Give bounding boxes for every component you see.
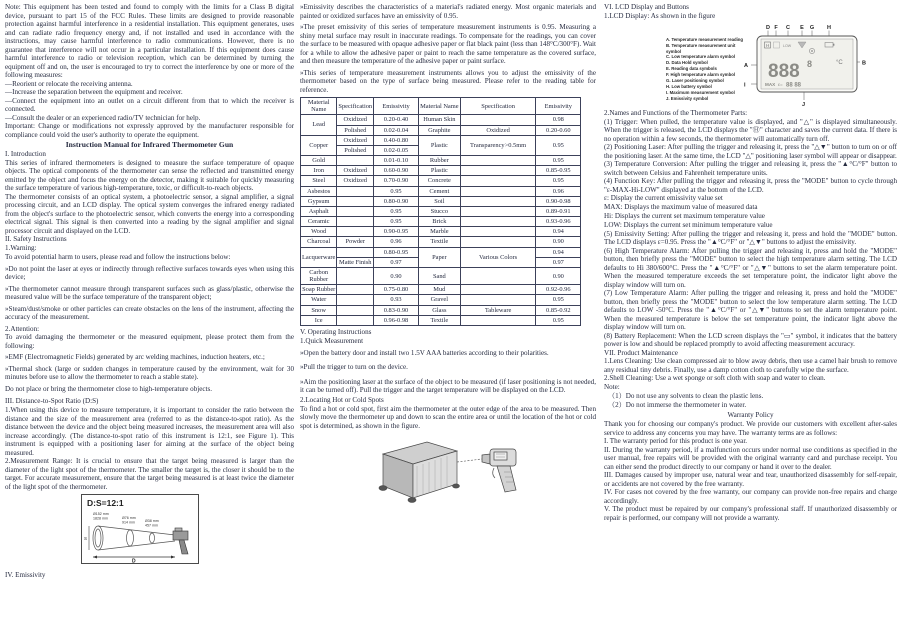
- table-cell: Asbestos: [301, 186, 337, 196]
- lcd-legend-item: F. High temperature alarm symbol: [666, 72, 736, 78]
- table-row: [301, 227, 581, 237]
- callout-d: D: [766, 24, 770, 31]
- table-cell: [460, 285, 536, 295]
- table-cell: [460, 196, 536, 206]
- table-row: [301, 115, 581, 125]
- locating-head: 2.Locating Hot or Cold Spots: [300, 395, 384, 404]
- spot-label-dist: 914 mm: [122, 520, 135, 525]
- table-cell: Gravel: [418, 295, 460, 305]
- table-cell: Steel: [301, 176, 337, 186]
- d-label: D: [132, 558, 136, 565]
- table-cell: Human Skin: [418, 115, 460, 125]
- table-header-cell: Material Name: [301, 98, 337, 115]
- table-header-cell: Specification: [460, 98, 536, 115]
- section-emissivity-head: IV. Emissivity: [5, 571, 46, 580]
- table-cell: Plastic: [418, 135, 460, 155]
- table-cell: Charcoal: [301, 237, 337, 247]
- part-item: (6) High Temperature Alarm: After pulling the trigger and releasing it, press and hold the "MODE" button, then briefly press the "MODE" button to select the high temperature alarm setting. The LCD defaults to Hi 380/600°C. Press the "▲°C/°F" or "△▼" buttons to set the alarm temperature point. When the measured temperature exceeds the set temperature point, the indicator light above the display window will turn on.: [604, 246, 897, 289]
- part-item: (2) Positioning Laser: After pulling the trigger and releasing it, press the "△▼" button to turn on or off the positioning laser. At the same time, the LCD "△" positioning laser symbol will appear or disappear.: [604, 143, 897, 160]
- table-cell: 0.94: [536, 247, 581, 257]
- lcd-legend-item: A. Temperature measurement reading: [666, 36, 744, 42]
- fcc-measure: —Increase the separation between the equipment and receiver.: [5, 88, 183, 96]
- spot-label-dia: Ø76 mm: [122, 516, 136, 521]
- table-cell: [460, 206, 536, 216]
- emissivity-bullet: »The preset emissivity of this series of temperature measurement instruments is 0.95. Measuring a shiny metal surface may result in inaccurate readings. To compensate for the readings, you can cover the surface to be measured with opaque adhesive paper or flat black paint (less than 148°C/300°F). Wait for a while to allow the adhesive paper or paint to reach the same temperature as the covered surface, and then measure the temperature of the adhesive paper or paint surface.: [300, 23, 596, 65]
- table-cell: 0.20-0.40: [374, 115, 419, 125]
- table-cell: 0.90: [374, 267, 419, 284]
- fcc-important: Important: Change or modifications not expressly approved by the manufacturer responsible for compliance could void the user's authority to operate the equipment.: [5, 122, 294, 139]
- table-cell: [460, 315, 536, 325]
- table-cell: Stucco: [418, 206, 460, 216]
- lcd-legend: [666, 37, 744, 102]
- intro-paragraph: This series of infrared thermometers is designed to measure the surface temperature of opaque objects. The optical components of the thermometer can sense the reflected and transmitted energy emitted by the object and focus the energy on the detector, making it suitable for quickly measuring the surface temperature of various high-temperature, toxic, or difficult-to-reach objects.: [5, 158, 294, 193]
- table-cell: Mud: [418, 285, 460, 295]
- table-cell: [337, 227, 374, 237]
- warning-bullet: »The thermometer cannot measure through transparent surfaces such as glass/plastic, otherwise the measured value will be the surface temperature of the transparent object;: [5, 284, 294, 302]
- table-cell: Iron: [301, 166, 337, 176]
- table-row: [301, 267, 581, 284]
- table-cell: 0.85-0.95: [536, 166, 581, 176]
- note-item: （2）Do not immerse the thermometer in water.: [608, 400, 747, 409]
- attention-bullet: »Thermal shock (large or sudden changes in temperature caused by the environment, wait for 30 minutes before use to allow the thermometer to reach a stable state).: [5, 364, 294, 382]
- table-cell: Ice: [301, 315, 337, 325]
- spot-label-dist: 457 mm: [145, 523, 158, 528]
- table-row: [301, 315, 581, 325]
- part-item: (4) Function Key: After pulling the trigger and releasing it, press the "MODE" button to cycle through "ε-MAX-Hi-LOW" displayed at the bottom of the LCD.: [604, 177, 897, 194]
- callout-a: A: [744, 62, 748, 69]
- table-cell: [337, 247, 374, 257]
- warranty-head: Warranty Policy: [727, 411, 774, 420]
- note-item: （1）Do not use any solvents to clean the plastic lens.: [608, 391, 764, 400]
- table-cell: Gypsum: [301, 196, 337, 206]
- table-cell: [337, 285, 374, 295]
- table-cell: 0.95: [374, 186, 419, 196]
- table-header-cell: Material Name: [418, 98, 460, 115]
- table-cell: [460, 166, 536, 176]
- table-cell: Gold: [301, 156, 337, 166]
- table-cell: Snow: [301, 305, 337, 315]
- operating-bullet: »Aim the positioning laser at the surface of the object to be measured (if laser positioning is not needed, it can be turned off). Pull the trigger and the target temperature will be displayed on the LCD.: [300, 377, 596, 395]
- parts-head: 2.Names and Functions of the Thermometer Parts:: [604, 108, 748, 117]
- lcd-emiss-label: ε=: [778, 81, 783, 87]
- table-cell: 0.40-0.80: [374, 135, 419, 145]
- spot-label-dia: Ø152 mm: [93, 512, 109, 517]
- part-item: (7) Low Temperature Alarm: After pulling the trigger and releasing it, press and hold the "MODE" button, then briefly press the "MODE" button to select the low temperature alarm setting. The LCD defaults to LOW -50°C. Press the "▲°C/°F" or "△▼" buttons to set the alarm temperature point. When the measured temperature is below the set temperature point, the indicator light above the display window will turn on.: [604, 289, 897, 332]
- table-row: [301, 135, 581, 145]
- callout-g: G: [809, 24, 815, 31]
- section-safety-head: II. Safety Instructions: [5, 235, 67, 244]
- table-cell: Plastic: [418, 166, 460, 176]
- manual-title: Instruction Manual for Infrared Thermometer Gun: [65, 140, 234, 149]
- laser-dot: [811, 50, 813, 52]
- lcd-sub-digits: 88 88: [786, 82, 802, 89]
- table-cell: 0.95: [536, 176, 581, 186]
- callout-e: E: [800, 24, 804, 31]
- table-cell: [337, 217, 374, 227]
- section-ds-head: III. Distance-to-Spot Ratio (D:S): [5, 397, 99, 406]
- measured-box: [379, 442, 459, 502]
- table-cell: 0.93-0.96: [536, 217, 581, 227]
- hold-icon: H: [766, 42, 770, 48]
- laser-beam-line: [457, 459, 482, 462]
- mode-line: ε: Display the current emissivity value set: [604, 194, 723, 203]
- table-cell: 0.20-0.60: [536, 125, 581, 135]
- callout-c: C: [786, 24, 790, 31]
- lcd-legend-item: D. Data Hold symbol: [666, 60, 708, 66]
- table-cell: 0.96: [536, 186, 581, 196]
- table-header-cell: Emissivity: [374, 98, 419, 115]
- s-label: S: [84, 536, 88, 542]
- lcd-legend-item: J. Emissivity symbol: [666, 95, 709, 101]
- table-cell: Lead: [301, 115, 337, 135]
- table-row: [301, 305, 581, 315]
- table-header-row: [301, 98, 581, 115]
- table-cell: 0.89-0.91: [536, 206, 581, 216]
- table-header-cell: Emissivity: [536, 98, 581, 115]
- table-cell: 0.80-0.90: [374, 196, 419, 206]
- table-cell: Marble: [418, 227, 460, 237]
- table-row: [301, 196, 581, 206]
- table-cell: 0.95: [536, 295, 581, 305]
- lcd-callout-letters-top: [766, 25, 831, 31]
- table-cell: 0.97: [374, 257, 419, 267]
- lcd-legend-item: C. Low temperature alarm symbol: [666, 54, 736, 60]
- table-row: [301, 237, 581, 247]
- lcd-max-label: MAX: [765, 81, 776, 87]
- table-row: [301, 176, 581, 186]
- table-cell: 0.95: [536, 156, 581, 166]
- lcd-legend-item: B. Temperature measurement unit symbol: [666, 42, 736, 54]
- warranty-item: I. The warranty period for this product is one year.: [604, 437, 748, 446]
- table-cell: Water: [301, 295, 337, 305]
- table-cell: 0.96-0.98: [374, 315, 419, 325]
- callout-b: B: [862, 60, 866, 67]
- table-cell: Concrete: [418, 176, 460, 186]
- ds-figure: [81, 494, 294, 569]
- table-cell: Carbon Rubber: [301, 267, 337, 284]
- lcd-figure: [604, 22, 897, 108]
- table-row: [301, 166, 581, 176]
- lcd-decimal-digit: 8: [807, 58, 813, 69]
- callout-h: H: [827, 24, 831, 31]
- lcd-unit: °C: [836, 59, 843, 66]
- table-cell: Cement: [418, 186, 460, 196]
- table-cell: Soap Rubber: [302, 286, 336, 294]
- table-cell: 0.70-0.90: [374, 176, 419, 186]
- section-lcd-head: VI. LCD Display and Buttons: [604, 3, 689, 11]
- table-row: [301, 247, 581, 257]
- table-row: [301, 285, 581, 295]
- table-cell: [460, 186, 536, 196]
- warranty-item: II. During the warranty period, if a malfunction occurs under normal use conditions as specified in the user manual, free repairs will be provided with the original warranty card and purchase receipt. You can either send the product directly to our company or hand it over to the dealer.: [604, 445, 897, 471]
- emissivity-bullet: »This series of temperature measurement instruments allows you to adjust the emissivity of the thermometer based on the type of surface being measured. Please refer to the reading table for reference.: [300, 68, 596, 94]
- part-item: (1) Trigger: When pulled, the temperature value is displayed, and "△" is displayed simultaneously. When the trigger is released, the LCD displays the "Ⓗ" character and saves the current data. If there is no operation within a few seconds, the thermometer will automatically turn off.: [604, 117, 897, 143]
- table-cell: [337, 295, 374, 305]
- callout-j: J: [802, 101, 806, 108]
- table-cell: Soil: [418, 196, 460, 206]
- table-cell: Polished: [337, 125, 374, 135]
- fcc-note: Note: This equipment has been tested and found to comply with the limits for a Class B digital device, pursuant to part 15 of the FCC Rules. These limits are designed to provide reasonable protection against harmful interference in a residential installation. This equipment generates, uses and can radiate radio frequency energy and, if not installed and used in accordance with the instructions, may cause harmful interference to radio communications. However, there is no guarantee that interference will not occur in a particular installation. If this equipment does cause harmful interference to radio or television reception, which can be determined by turning the equipment off and on, the user is encouraged to try to correct the interference by one or more of the following measures:: [5, 3, 294, 79]
- table-cell: Oxidized: [337, 166, 374, 176]
- warning-bullet: »Do not point the laser at eyes or indirectly through reflective surfaces towards eyes when using this device;: [5, 264, 294, 282]
- table-cell: 0.80-0.95: [374, 247, 419, 257]
- warranty-item: V. The product must be repaired by our company's professional staff. If unauthorized disassembly or repair is performed, our company will not provide a warranty.: [604, 505, 897, 522]
- table-cell: [460, 176, 536, 186]
- table-cell: 0.93: [374, 295, 419, 305]
- table-cell: Oxidized: [337, 135, 374, 145]
- warning-bullet: »Steam/dust/smoke or other particles can create obstacles on the lens of the instrument, affecting the accuracy of the measurement.: [5, 304, 294, 322]
- table-cell: 0.01-0.10: [374, 156, 419, 166]
- table-cell: Polished: [337, 145, 374, 155]
- lcd-sub-head: 1.LCD Display: As shown in the figure: [604, 11, 716, 20]
- table-cell: Lacquerware: [301, 247, 337, 267]
- ds-paragraph: 1.When using this device to measure temperature, it is important to consider the ratio between the distance and the size of the measurement area (referred to as the distance-to-spot ratio). As the distance between the device and the object being measured increases, the measurement area will also increase accordingly. (The distance-to-spot ratio of this instrument is 12:1, see Figure 1). This instrument is equipped with a positioning laser for aiming at the surface of the object being measured.: [5, 406, 294, 457]
- table-cell: Ceramic: [301, 217, 337, 227]
- low-icon: LOW: [783, 43, 792, 48]
- table-cell: [337, 305, 374, 315]
- table-cell: Graphite: [418, 125, 460, 135]
- table-cell: [460, 115, 536, 125]
- table-row: [301, 206, 581, 216]
- mode-line: LOW: Displays the current set minimum temperature value: [604, 220, 773, 229]
- callout-f: F: [774, 24, 778, 31]
- table-header-cell: Specification: [337, 98, 374, 115]
- table-cell: Oxidized: [337, 115, 374, 125]
- ds-figure-title: D:S=12:1: [87, 498, 124, 509]
- table-cell: [337, 267, 374, 284]
- emissivity-bullet: »Emissivity describes the characteristics of a material's radiated energy. Most organic materials and painted or oxidized surfaces have an emissivity of 0.95.: [300, 3, 596, 20]
- battery-nub: [833, 43, 834, 45]
- table-cell: 0.83-0.90: [374, 305, 419, 315]
- table-cell: Paper: [418, 247, 460, 267]
- lcd-legend-item: E. Reading data symbols: [666, 66, 717, 72]
- table-cell: [337, 156, 374, 166]
- attention-bullet: »EMF (Electromagnetic Fields) generated by arc welding machines, induction heaters, etc.;: [5, 353, 265, 362]
- warning-head: 1.Warning:: [5, 244, 37, 253]
- part-item: (8) Battery Replacement: When the LCD screen displays the "▭" symbol, it indicates that the battery power is low and should be replaced promptly to avoid affecting measurement accuracy.: [604, 331, 897, 349]
- table-cell: 0.92-0.96: [536, 285, 581, 295]
- table-cell: [460, 227, 536, 237]
- maintenance-item: 2.Shell Cleaning: Use a wet sponge or soft cloth with soap and water to clean.: [604, 374, 826, 383]
- emissivity-table-body: [301, 115, 581, 326]
- right-column: [604, 3, 897, 522]
- operating-bullet: »Pull the trigger to turn on the device.: [300, 363, 408, 372]
- attention-note: Do not place or bring the thermometer close to high-temperature objects.: [5, 384, 213, 393]
- table-cell: 0.60-0.90: [374, 166, 419, 176]
- maintenance-head: VII. Product Maintenance: [604, 348, 678, 357]
- table-cell: Various Colors: [460, 247, 536, 267]
- fcc-measure: —Connect the equipment into an outlet on a circuit different from that to which the receiver is connected.: [5, 96, 294, 113]
- table-cell: 0.75-0.80: [374, 285, 419, 295]
- quick-measurement-head: 1.Quick Measurement: [300, 336, 364, 345]
- attention-head: 2.Attention:: [5, 324, 40, 333]
- table-cell: 0.95: [374, 206, 419, 216]
- thermometer-gun-figure: [482, 449, 516, 492]
- middle-column: [300, 3, 596, 523]
- ds-paragraph: 2.Measurement Range: It is crucial to ensure that the target being measured is larger than the diameter of the light spot of the thermometer. The smaller the target is, the closer it should be to the target. For accurate measurement, ensure that the target being measured is at least twice the diameter of the light spot of the thermometer.: [5, 457, 294, 491]
- table-cell: 0.95: [374, 217, 419, 227]
- intro-paragraph: The thermometer consists of an optical system, a photoelectric sensor, a signal amplifier, a signal processing circuit, and an LCD display. The optical system converges the infrared energy radiated from the object's surface to the photoelectric sensor, which converts the energy into a corresponding electrical signal. This signal is then converted into a reading by the signal amplifier and signal processor circuit and displayed on the LCD.: [5, 192, 294, 235]
- table-cell: 0.02-0.05: [374, 145, 419, 155]
- table-cell: 0.90: [536, 267, 581, 284]
- lcd-legend-item: H. Low battery symbol: [666, 84, 712, 90]
- table-cell: Textile: [418, 237, 460, 247]
- table-row: [301, 217, 581, 227]
- table-cell: Transparency>0.5mm: [460, 135, 536, 155]
- table-row: [301, 156, 581, 166]
- hot-cold-spot-figure: [300, 432, 596, 523]
- lcd-legend-item: G. Laser positioning symbol: [666, 78, 724, 84]
- table-cell: Wood: [301, 227, 337, 237]
- table-cell: 0.96: [374, 237, 419, 247]
- table-cell: Rubber: [418, 156, 460, 166]
- fcc-measure: —Consult the dealer or an experienced radio/TV technician for help.: [5, 113, 201, 122]
- lcd-legend-item: I. Maximum measurement symbol: [666, 90, 735, 96]
- fcc-measure: —Reorient or relocate the receiving antenna.: [5, 79, 133, 88]
- part-item: (3) Temperature Conversion: After pulling the trigger and releasing it, press the "▲°C/°F" button to switch between Celsius and Fahrenheit temperature units.: [604, 160, 897, 177]
- table-cell: [460, 237, 536, 247]
- emissivity-table: [300, 97, 581, 326]
- table-row: [301, 186, 581, 196]
- warranty-intro: Thank you for choosing our company's product. We provide our customers with excellent after-sales service to address any concerns you may have. The warranty terms are as follows:: [604, 420, 897, 437]
- table-cell: Powder: [337, 237, 374, 247]
- table-cell: Sand: [418, 267, 460, 284]
- left-column: [5, 3, 294, 580]
- table-cell: 0.95: [536, 315, 581, 325]
- warning-intro: To avoid potential harm to users, please read and follow the instructions below:: [5, 253, 231, 262]
- table-cell: [460, 295, 536, 305]
- table-cell: 0.97: [536, 257, 581, 267]
- operating-bullet: »Open the battery door and install two 1.5V AAA batteries according to their polarities.: [300, 348, 549, 357]
- spot-label-dia: Ø38 mm: [145, 519, 159, 524]
- section-operating-head: V. Operating Instructions: [300, 327, 372, 336]
- table-cell: Brick: [418, 217, 460, 227]
- table-cell: Glass: [418, 305, 460, 315]
- table-cell: [337, 196, 374, 206]
- table-cell: 0.85-0.92: [536, 305, 581, 315]
- table-cell: Textile: [418, 315, 460, 325]
- table-row: [301, 125, 581, 135]
- table-cell: [337, 186, 374, 196]
- table-cell: Asphalt: [301, 206, 337, 216]
- table-cell: [460, 217, 536, 227]
- table-cell: 0.90-0.98: [536, 196, 581, 206]
- table-cell: [460, 156, 536, 166]
- callout-i: I: [744, 82, 746, 89]
- table-cell: [337, 206, 374, 216]
- locating-paragraph: To find a hot or cold spot, first aim the thermometer at the outer edge of the area to be measured. Then slowly move the thermometer up and down to scan the entire area or until the location of the hot or cold spot is determined, as shown in the figure.: [300, 404, 596, 430]
- table-cell: Copper: [301, 135, 337, 155]
- table-cell: Tableware: [460, 305, 536, 315]
- part-item: (5) Emissivity Setting: After pulling the trigger and releasing it, press and hold the "MODE" button. The LCD displays ε=0.95. Press the "▲°C/°F" or "△▼" buttons to adjust the emissivity.: [604, 229, 897, 247]
- section-intro-head: I. Introduction: [5, 150, 46, 158]
- table-cell: [460, 267, 536, 284]
- mode-line: MAX: Displays the maximum value of measured data: [604, 202, 758, 211]
- table-cell: Oxidized: [460, 125, 536, 135]
- warranty-item: III. Damages caused by improper use, natural wear and tear, unauthorized disassembly for self-repair, or accidents are not covered by the free warranty.: [604, 471, 897, 488]
- emissivity-table-head: [301, 98, 581, 115]
- table-cell: Matte Finish: [337, 257, 374, 267]
- table-row: [301, 295, 581, 305]
- table-cell: [337, 315, 374, 325]
- table-cell: 0.95: [536, 135, 581, 155]
- table-cell: 0.02-0.04: [374, 125, 419, 135]
- mode-line: Hi: Displays the current set maximum temperature value: [604, 211, 765, 220]
- spot-label-dist: 1828 mm: [93, 516, 108, 521]
- table-cell: 0.90-0.95: [374, 227, 419, 237]
- attention-intro: To avoid damaging the thermometer or the measured equipment, please protect them from the following:: [5, 333, 294, 350]
- note-head: Note:: [604, 382, 620, 391]
- maintenance-item: 1.Lens Cleaning: Use clean compressed air to blow away debris, then use a camel hair brush to remove any residual tiny debris. Finally, use a damp cotton cloth to carefully wipe the surface.: [604, 357, 897, 374]
- table-cell: 0.90: [536, 237, 581, 247]
- table-cell: 0.94: [536, 227, 581, 237]
- warranty-item: IV. For cases not covered by the free warranty, our company can provide non-free repairs and charge accordingly.: [604, 488, 897, 505]
- table-cell: Oxidized: [337, 176, 374, 186]
- table-cell: 0.98: [536, 115, 581, 125]
- lcd-main-digits: 888: [768, 60, 800, 82]
